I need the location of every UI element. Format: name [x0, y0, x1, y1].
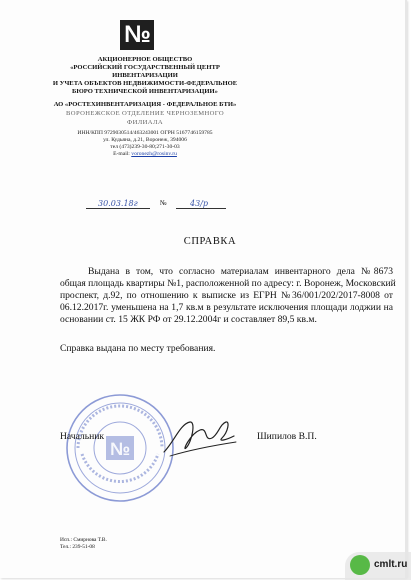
branch-line-2: ФИЛИАЛА: [126, 119, 163, 126]
reference-number: 43/р: [190, 199, 208, 208]
organization-logo: [120, 20, 154, 50]
handwritten-signature: [160, 412, 238, 460]
email-line: [45, 151, 245, 158]
body-line: общая площадь квартиры №1, расположенной по адресу: г. Воронеж, Московский: [60, 278, 396, 289]
body-line: основании ст. 15 ЖК РФ от 29.12.2004г и составляет 89,5 кв.м.: [60, 314, 317, 325]
watermark-logo-icon: [350, 555, 370, 575]
svg-text:№: №: [109, 439, 131, 459]
logo-glyph: №: [124, 21, 150, 48]
header-line-5: БЮРО ТЕХНИЧЕСКОЙ ИНВЕНТАРИЗАЦИИ»: [72, 88, 218, 95]
signer-name: Шипилов В.П.: [257, 431, 317, 442]
watermark-text: cmlt.ru: [374, 559, 408, 570]
document-title: СПРАВКА: [183, 236, 237, 247]
document-body: [60, 266, 396, 326]
header-line-2: «РОССИЙСКИЙ ГОСУДАРСТВЕННЫЙ ЦЕНТР: [70, 64, 220, 71]
body-line: проспект, д.92, по отношению к выписке из ЕГРН №36/001/202/2017-8008 от: [60, 290, 393, 301]
body-line: Выдана в том, что согласно материалам инвентарного дела №8673: [88, 266, 393, 277]
signer-position: Начальник: [60, 431, 105, 442]
body-line: 06.12.2017г. уменьшена на 1,7 кв.м в результате исключения площади лоджии на: [60, 302, 393, 313]
number-sign: №: [160, 199, 167, 207]
header-line-4: И УЧЕТА ОБЪЕКТОВ НЕДВИЖИМОСТИ-ФЕДЕРАЛЬНОЕ: [52, 80, 238, 87]
organization-short-name: АО «РОСТЕХИНВЕНТАРИЗАЦИЯ - ФЕДЕРАЛЬНОЕ БТИ»: [53, 101, 237, 108]
header-line-1: АКЦИОНЕРНОЕ ОБЩЕСТВО: [97, 56, 193, 63]
tax-ids: ИНН/КПП 9729030514/463243001 ОГРН 5167746159785: [77, 130, 213, 136]
number-underline: [176, 208, 226, 209]
executor-name: Исп.: Смирнова Т.В.: [60, 537, 107, 543]
executor-phone: Тел.: 239-51-08: [60, 544, 95, 550]
site-watermark: [345, 552, 411, 580]
email-label: E-mail:: [113, 151, 132, 157]
executor-info: [60, 537, 107, 551]
email-link[interactable]: voronezh@rosinv.ru: [131, 151, 177, 157]
phone-numbers: тел (473)239-30-80;271-30-03: [110, 144, 180, 150]
header-line-3: ИНВЕНТАРИЗАЦИИ: [112, 72, 178, 79]
closing-statement: Справка выдана по месту требования.: [60, 343, 216, 354]
address: ул. Кудьяна, д.21, Воронеж, 394006: [103, 137, 187, 143]
branch-line-1: ВОРОНЕЖСКОЕ ОТДЕЛЕНИЕ ЧЕРНОЗЕМНОГО: [65, 110, 224, 117]
reference-date: 30.03.18г: [98, 199, 138, 208]
date-underline: [86, 208, 150, 209]
